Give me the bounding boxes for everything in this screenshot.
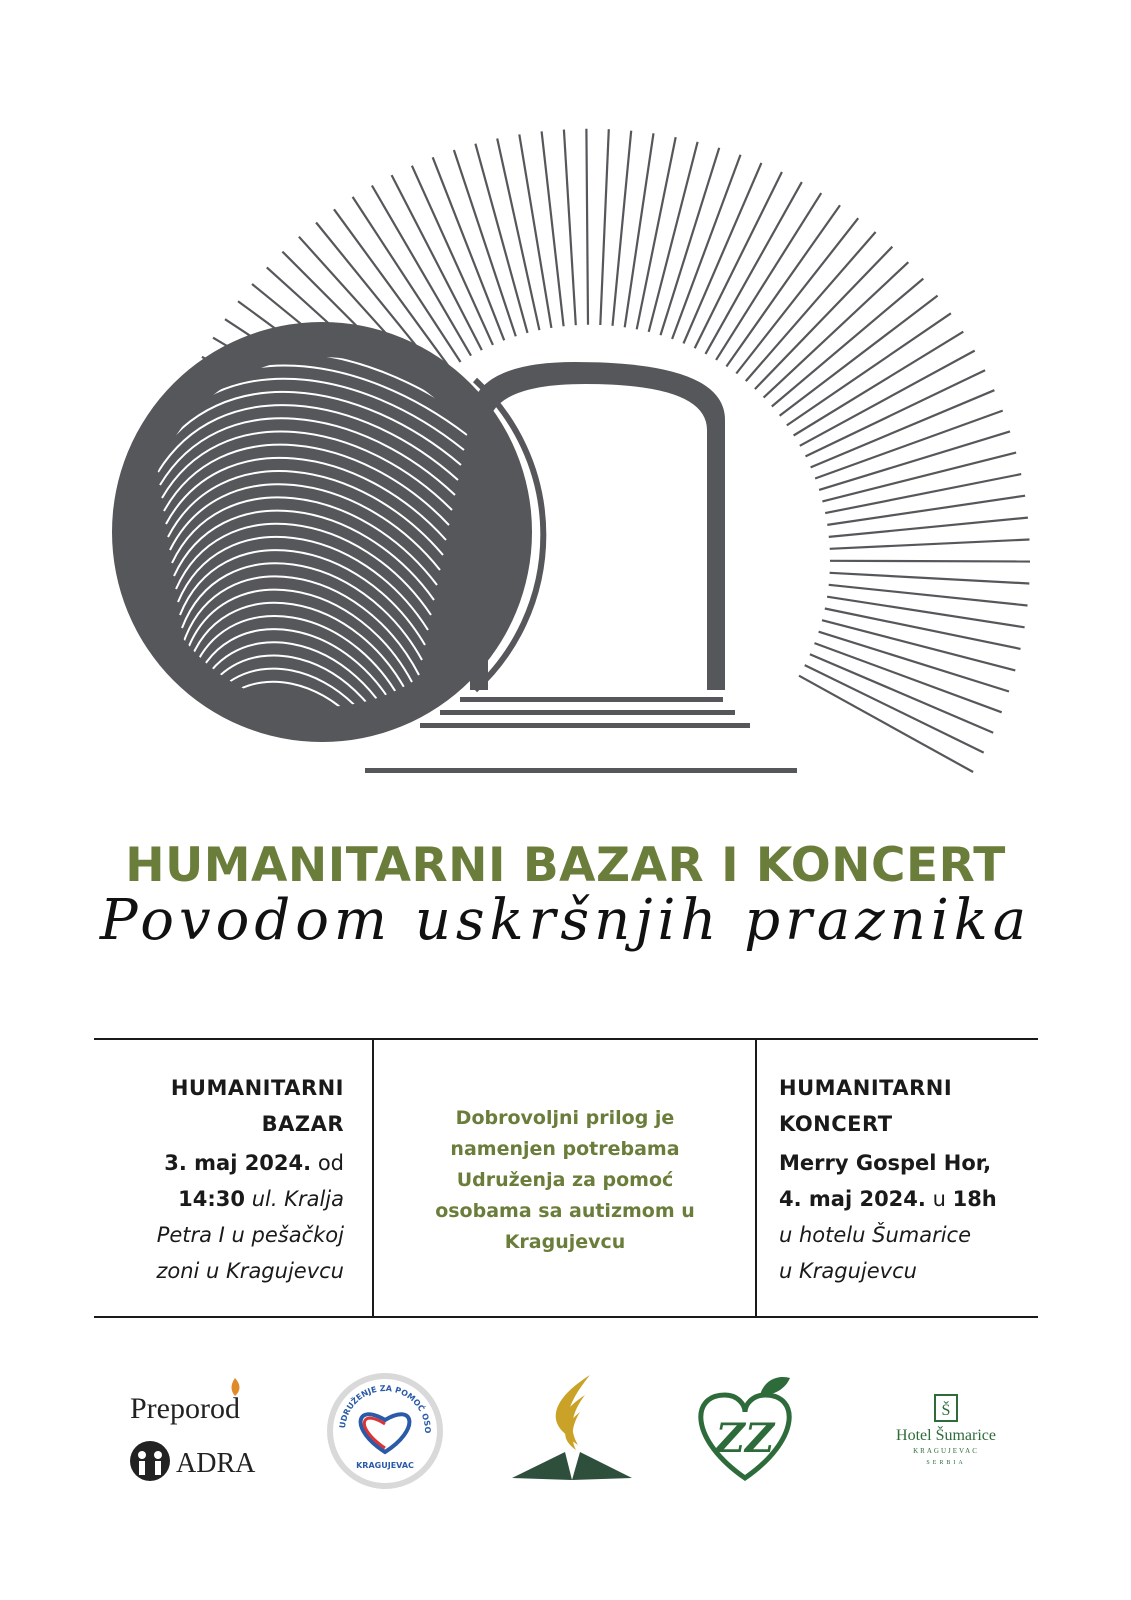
sun-ray xyxy=(433,157,505,340)
step-line xyxy=(460,697,723,702)
svg-text:Hotel Šumarice: Hotel Šumarice xyxy=(896,1427,996,1444)
sun-ray xyxy=(830,561,1030,562)
donation-info xyxy=(384,1103,746,1258)
concert-place: u Kragujevcu xyxy=(779,1259,917,1283)
svg-text:Š: Š xyxy=(941,1402,951,1419)
zz-heart-logo xyxy=(701,1377,790,1478)
bazaar-info xyxy=(94,1070,344,1289)
column-divider xyxy=(372,1040,374,1316)
bazaar-time: 14:30 xyxy=(178,1187,245,1211)
ground-line xyxy=(365,768,797,773)
concert-at: u xyxy=(932,1187,946,1211)
sun-ray xyxy=(806,370,986,456)
donation-line: osobama sa autizmom u xyxy=(435,1200,695,1222)
concert-date: 4. maj 2024. xyxy=(779,1187,926,1211)
sun-ray xyxy=(794,332,964,436)
event-subtitle: Povodom uskršnjih praznika xyxy=(99,888,1032,953)
column-divider xyxy=(755,1040,757,1316)
donation-line: Kragujevcu xyxy=(504,1231,626,1253)
sun-ray xyxy=(799,676,973,772)
concert-heading: KONCERT xyxy=(779,1112,893,1136)
sun-ray xyxy=(684,163,762,344)
bazaar-from: od xyxy=(317,1151,344,1175)
bazaar-date: 3. maj 2024. xyxy=(164,1151,312,1175)
svg-text:KRAGUJEVAC: KRAGUJEVAC xyxy=(356,1461,414,1470)
concert-time: 18h xyxy=(952,1187,997,1211)
concert-performer: Merry Gospel Hor, xyxy=(779,1151,992,1175)
sun-ray xyxy=(412,166,493,345)
concert-heading: HUMANITARNI xyxy=(779,1076,953,1100)
sponsor-logos xyxy=(0,1370,1131,1500)
svg-text:ADRA: ADRA xyxy=(176,1448,256,1479)
bazaar-place: zoni u Kragujevcu xyxy=(156,1259,344,1283)
sun-ray xyxy=(810,654,993,733)
preporod-logo xyxy=(130,1378,240,1425)
bazaar-heading: HUMANITARNI xyxy=(170,1076,344,1100)
adventist-church-logo xyxy=(512,1375,632,1480)
concert-place: u hotelu Šumarice xyxy=(779,1223,972,1247)
sun-ray xyxy=(586,129,588,325)
sun-ray xyxy=(830,573,1030,584)
sun-ray xyxy=(815,643,1002,712)
donation-line: Dobrovoljni prilog je xyxy=(455,1107,675,1129)
step-line xyxy=(440,710,735,715)
bazaar-place: Petra I u pešačkoj xyxy=(156,1223,344,1247)
step-line xyxy=(420,723,750,728)
sun-ray xyxy=(600,129,609,325)
sun-ray xyxy=(830,540,1030,549)
hotel-sumarice-logo xyxy=(896,1395,996,1466)
sun-ray xyxy=(519,134,551,328)
event-info-table xyxy=(94,1038,1038,1318)
sun-ray xyxy=(542,131,564,326)
svg-text:SERBIA: SERBIA xyxy=(926,1460,966,1466)
donation-line: Udruženja za pomoć xyxy=(456,1169,674,1191)
sun-ray xyxy=(564,130,576,326)
sun-ray xyxy=(805,665,984,753)
svg-text:KRAGUJEVAC: KRAGUJEVAC xyxy=(913,1447,979,1455)
sun-ray xyxy=(695,172,782,348)
bazaar-heading: BAZAR xyxy=(261,1112,344,1136)
svg-text:ZZ: ZZ xyxy=(715,1415,775,1462)
sun-ray xyxy=(716,193,821,360)
rolling-stone xyxy=(112,322,532,742)
svg-text:Preporod: Preporod xyxy=(130,1392,240,1425)
concert-info xyxy=(779,1070,1039,1289)
adra-logo xyxy=(130,1441,256,1481)
bazaar-place: ul. Kralja xyxy=(251,1187,344,1211)
sun-ray xyxy=(815,411,1003,479)
sun-ray xyxy=(811,390,995,467)
donation-line: namenjen potrebama xyxy=(450,1138,680,1160)
event-title: HUMANITARNI BAZAR I KONCERT xyxy=(125,838,1006,893)
svg-text:UDRUŽENJE ZA POMOĆ OSOBAMA SA: UDRUŽENJE ZA POMOĆ OSO xyxy=(338,1383,433,1434)
